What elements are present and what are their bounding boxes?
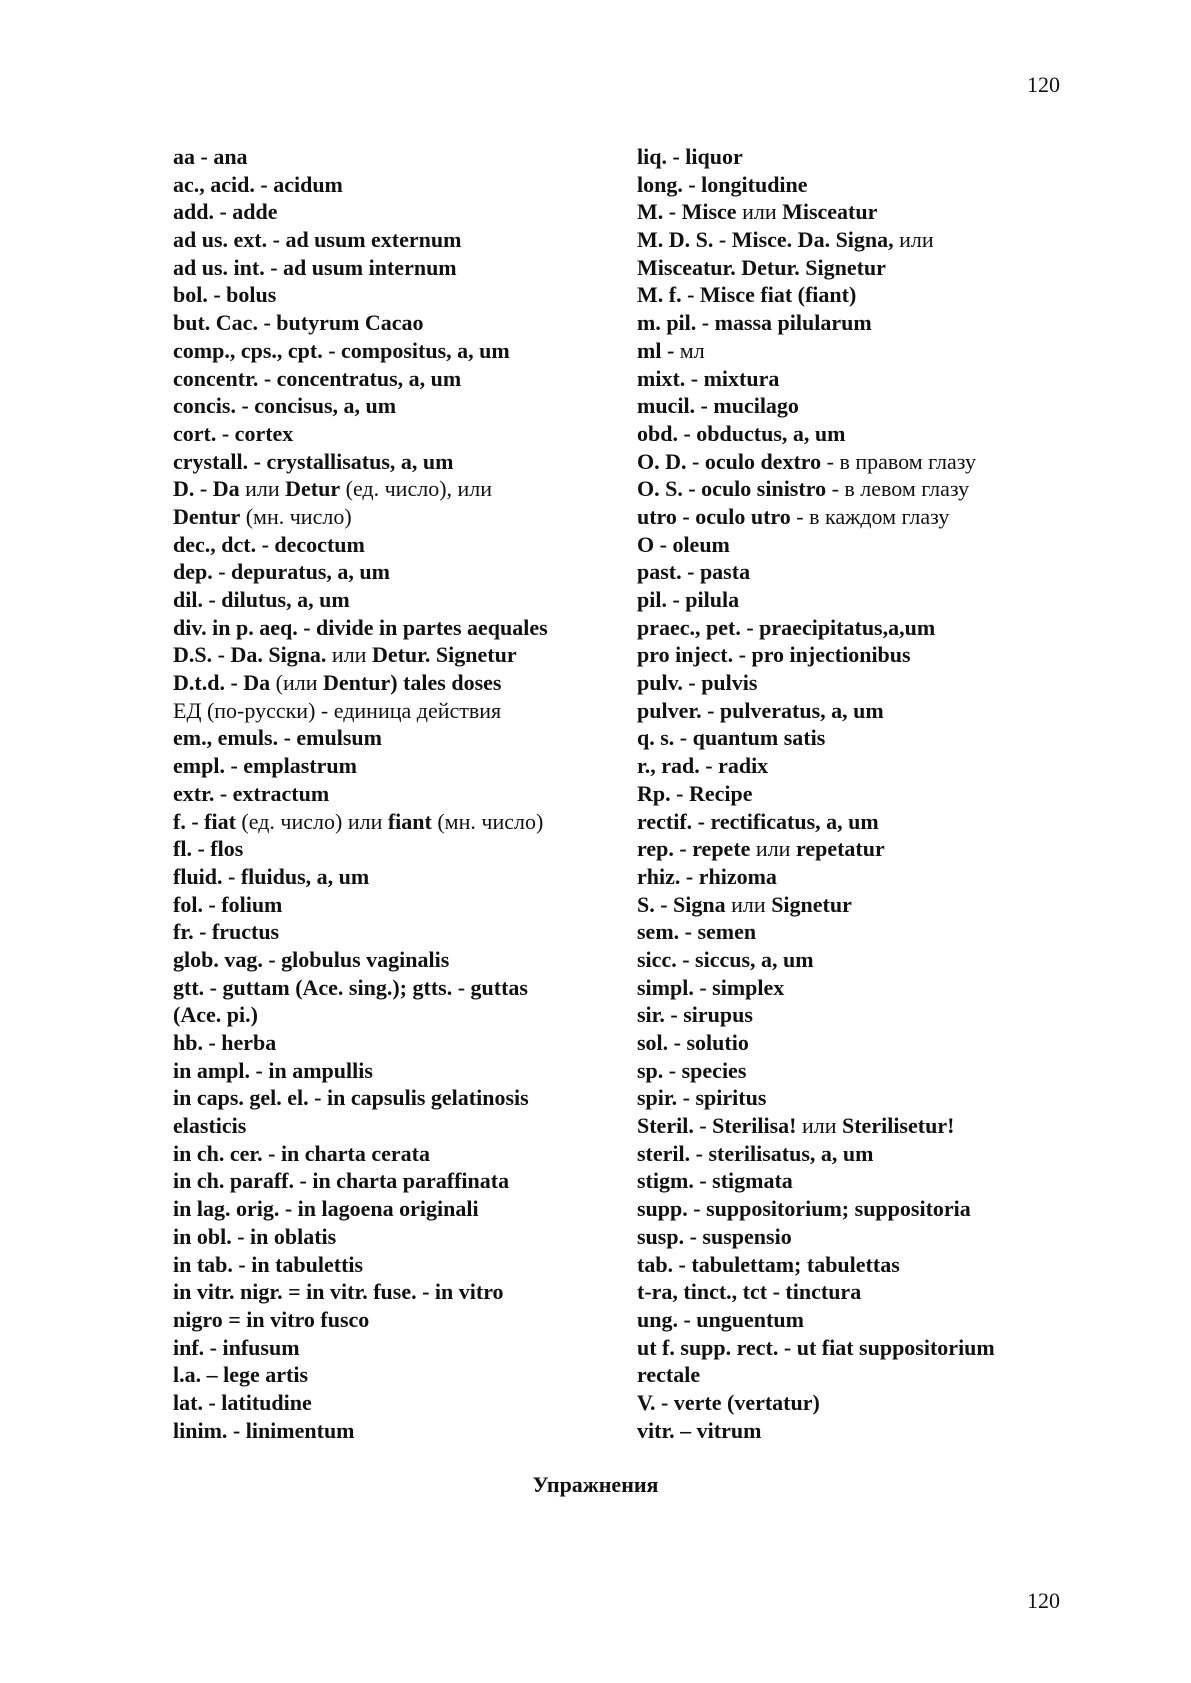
entry-latin: pro inject. - pro injectionibus xyxy=(637,642,911,668)
abbreviation-entry xyxy=(637,1057,1077,1085)
abbreviation-entry xyxy=(637,1389,1077,1417)
abbreviation-entry xyxy=(173,724,593,752)
abbreviation-entry xyxy=(173,1112,593,1140)
abbreviation-entry xyxy=(173,808,593,836)
entry-latin: rectif. - rectificatus, a, um xyxy=(637,808,879,834)
entry-latin: vitr. – vitrum xyxy=(637,1417,762,1443)
abbreviation-entry xyxy=(173,697,593,725)
entry-latin: in ch. paraff. - in charta paraffinata xyxy=(173,1168,510,1194)
entry-latin: div. in p. aeq. - divide in partes aequales xyxy=(173,614,548,640)
abbreviation-entry xyxy=(637,503,1077,531)
entry-latin: dec., dct. - decoctum xyxy=(173,531,365,557)
entry-latin: sir. - sirupus xyxy=(637,1002,753,1028)
abbreviation-entry xyxy=(173,1389,593,1417)
abbreviation-entry xyxy=(173,752,593,780)
entry-latin: Dentur) xyxy=(323,670,398,696)
entry-note: - в каждом глазу xyxy=(790,503,950,529)
abbreviation-entry xyxy=(637,1251,1077,1279)
entry-latin: elasticis xyxy=(173,1113,247,1139)
entry-latin: sol. - solutio xyxy=(637,1030,749,1055)
entry-latin: concentr. - concentratus, a, um xyxy=(173,365,462,391)
abbreviation-entry xyxy=(637,1361,1077,1389)
abbreviation-entry xyxy=(173,309,593,337)
entry-latin: O. S. - oculo sinistro xyxy=(637,476,827,502)
abbreviation-entry xyxy=(637,1334,1077,1362)
entry-latin: sem. - semen xyxy=(637,919,757,945)
abbreviation-entry xyxy=(173,1057,593,1085)
abbreviation-entry xyxy=(637,808,1077,836)
abbreviation-entry xyxy=(173,918,593,946)
abbreviation-entry xyxy=(637,143,1077,171)
entry-latin: mixt. - mixtura xyxy=(637,365,780,391)
entry-latin: in ch. cer. - in charta cerata xyxy=(173,1140,431,1166)
abbreviation-entry xyxy=(637,198,1077,226)
entry-latin: Misceatur xyxy=(782,199,878,225)
abbreviation-entry xyxy=(173,614,593,642)
entry-latin: susp. - suspensio xyxy=(637,1223,792,1249)
entry-latin: O - oleum xyxy=(637,531,730,557)
entry-latin: dep. - depuratus, a, um xyxy=(173,559,390,585)
abbreviation-entry xyxy=(173,863,593,891)
entry-latin: aa - ana xyxy=(173,144,248,169)
abbreviation-entry xyxy=(173,946,593,974)
abbreviation-entry xyxy=(173,1029,593,1057)
entry-latin: M. - Misce xyxy=(637,199,737,225)
abbreviation-entry xyxy=(637,1223,1077,1251)
abbreviation-entry xyxy=(173,1167,593,1195)
entry-latin: D.S. - Da. Signa. xyxy=(173,642,327,668)
entry-latin: M. D. S. - Misce. Da. Signa, xyxy=(637,227,894,253)
entry-latin: empl. - emplastrum xyxy=(173,753,357,779)
abbreviation-entry xyxy=(637,669,1077,697)
entry-latin: supp. - suppositorium; suppositoria xyxy=(637,1196,971,1222)
entry-note: (ед. число), xyxy=(340,476,458,502)
abbreviation-entry xyxy=(173,641,593,669)
abbreviation-entry xyxy=(173,365,593,393)
abbreviation-entry xyxy=(637,641,1077,669)
abbreviation-entry xyxy=(173,503,593,531)
entry-latin: ac., acid. - acidum xyxy=(173,171,343,197)
entry-latin: dil. - dilutus, a, um xyxy=(173,587,350,612)
entry-latin: Misceatur. Detur. Signetur xyxy=(637,254,886,280)
entry-latin: V. - verte (vertatur) xyxy=(637,1389,820,1415)
entry-latin: (Ace. pi.) xyxy=(173,1002,258,1028)
abbreviation-entry xyxy=(637,171,1077,199)
page-number-top: 120 xyxy=(1027,72,1060,97)
abbreviation-entry xyxy=(173,143,593,171)
abbreviation-entry xyxy=(173,835,593,863)
abbreviation-entry xyxy=(173,171,593,199)
abbreviation-entry xyxy=(637,1140,1077,1168)
abbreviation-entry xyxy=(637,614,1077,642)
abbreviation-entry xyxy=(173,780,593,808)
abbreviation-entry xyxy=(173,1140,593,1168)
entry-latin: ung. - unguentum xyxy=(637,1306,804,1332)
entry-latin: praec., pet. - praecipitatus,a,um xyxy=(637,614,936,640)
abbreviation-entry xyxy=(173,669,593,697)
abbreviation-list-right xyxy=(637,143,1077,1444)
abbreviation-entry xyxy=(173,448,593,476)
abbreviation-entry xyxy=(637,1001,1077,1029)
entry-latin: sicc. - siccus, a, um xyxy=(637,946,814,972)
abbreviation-entry xyxy=(637,891,1077,919)
abbreviation-entry xyxy=(637,475,1077,503)
entry-note: - в правом глазу xyxy=(821,448,977,474)
entry-latin: Sterilisetur! xyxy=(842,1113,955,1139)
entry-latin: fol. - folium xyxy=(173,891,283,917)
entry-latin: add. - adde xyxy=(173,199,278,225)
entry-latin: in tab. - in tabulettis xyxy=(173,1251,364,1277)
abbreviation-entry xyxy=(637,365,1077,393)
abbreviation-entry xyxy=(173,1334,593,1362)
entry-note: или xyxy=(239,476,286,502)
abbreviation-entry xyxy=(173,254,593,282)
abbreviation-entry xyxy=(637,1167,1077,1195)
entry-note: или xyxy=(725,891,772,917)
entry-latin: fiant xyxy=(387,808,432,834)
abbreviation-entry xyxy=(173,558,593,586)
entry-note: или xyxy=(457,476,493,502)
abbreviation-entry xyxy=(637,1278,1077,1306)
entry-note: или xyxy=(326,642,372,668)
entry-latin: obd. - obductus, a, um xyxy=(637,420,846,446)
abbreviation-entry xyxy=(173,226,593,254)
abbreviation-entry xyxy=(637,420,1077,448)
abbreviation-entry xyxy=(637,780,1077,808)
entry-latin: concis. - concisus, a, um xyxy=(173,393,397,419)
abbreviation-entry xyxy=(173,1223,593,1251)
abbreviation-entry xyxy=(637,752,1077,780)
entry-latin: r., rad. - radix xyxy=(637,753,769,779)
abbreviation-entry xyxy=(637,863,1077,891)
abbreviation-entry xyxy=(637,531,1077,559)
entry-latin: utro - oculo utro xyxy=(637,503,791,529)
entry-latin: D. - Da xyxy=(173,476,240,502)
entry-latin: sp. - species xyxy=(637,1057,747,1083)
entry-latin: t-ra, tinct., tct - tinctura xyxy=(637,1279,862,1305)
abbreviation-entry xyxy=(637,281,1077,309)
entry-latin: stigm. - stigmata xyxy=(637,1168,793,1194)
abbreviation-entry xyxy=(173,531,593,559)
abbreviation-entry xyxy=(173,1251,593,1279)
entry-note: (или xyxy=(270,670,324,696)
abbreviation-entry xyxy=(637,254,1077,282)
entry-note: - в левом глазу xyxy=(826,476,970,502)
entry-latin: long. - longitudine xyxy=(637,171,808,197)
abbreviation-entry xyxy=(637,946,1077,974)
entry-latin: spir. - spiritus xyxy=(637,1085,767,1111)
abbreviation-entry xyxy=(173,1306,593,1334)
abbreviation-entry xyxy=(173,586,593,614)
entry-latin: glob. vag. - globulus vaginalis xyxy=(173,946,450,972)
abbreviation-entry xyxy=(637,226,1077,254)
abbreviation-entry xyxy=(637,697,1077,725)
abbreviation-entry xyxy=(637,1029,1077,1057)
abbreviation-entry xyxy=(637,724,1077,752)
section-heading: Упражнения xyxy=(532,1472,659,1497)
entry-latin: pulv. - pulvis xyxy=(637,670,758,696)
abbreviation-entry xyxy=(173,1195,593,1223)
entry-latin: Detur. Signetur xyxy=(371,642,517,668)
abbreviation-entry xyxy=(173,392,593,420)
abbreviation-entry xyxy=(173,891,593,919)
entry-latin: fluid. - fluidus, a, um xyxy=(173,863,370,889)
entry-latin: liq. - liquor xyxy=(637,144,743,169)
entry-latin: fr. - fructus xyxy=(173,919,280,945)
entry-latin: rep. - repete xyxy=(637,836,751,862)
entry-latin: m. pil. - massa pilularum xyxy=(637,310,872,336)
entry-latin: but. Cac. - butyrum Cacao xyxy=(173,310,424,336)
entry-latin: O. D. - oculo dextro xyxy=(637,448,822,474)
entry-latin: in caps. gel. el. - in capsulis gelatinosis xyxy=(173,1085,529,1111)
entry-note: (мн. число) xyxy=(240,503,352,529)
entry-latin: Rp. - Recipe xyxy=(637,780,753,806)
entry-latin: S. - Signa xyxy=(637,891,726,917)
entry-latin: mucil. - mucilago xyxy=(637,393,799,419)
abbreviation-entry xyxy=(173,1084,593,1112)
entry-latin: gtt. - guttam (Ace. sing.); gtts. - guttas xyxy=(173,974,528,1000)
abbreviation-entry xyxy=(637,974,1077,1002)
entry-latin: Detur xyxy=(285,476,341,502)
entry-latin: linim. - linimentum xyxy=(173,1417,355,1443)
entry-note: или xyxy=(893,227,934,253)
abbreviation-entry xyxy=(173,198,593,226)
entry-note: или xyxy=(736,199,783,225)
abbreviation-entry xyxy=(173,475,593,503)
entry-latin: q. s. - quantum satis xyxy=(637,725,826,751)
page-number-bottom: 120 xyxy=(1027,1588,1060,1613)
entry-latin: past. - pasta xyxy=(637,559,751,585)
entry-latin: bol. - bolus xyxy=(173,282,277,308)
entry-latin: tales doses xyxy=(397,670,502,696)
abbreviation-entry xyxy=(637,586,1077,614)
abbreviation-entry xyxy=(637,392,1077,420)
entry-latin: tab. - tabulettam; tabulettas xyxy=(637,1251,900,1277)
abbreviation-entry xyxy=(637,1417,1077,1445)
abbreviation-list-left xyxy=(173,143,593,1444)
abbreviation-entry xyxy=(637,1195,1077,1223)
entry-latin: D.t.d. - Da xyxy=(173,670,271,696)
entry-latin: pulver. - pulveratus, a, um xyxy=(637,697,884,723)
entry-latin: in obl. - in oblatis xyxy=(173,1223,337,1249)
entry-note: (ед. число) или xyxy=(235,808,388,834)
entry-latin: ad us. ext. - ad usum externum xyxy=(173,227,462,253)
abbreviation-entry xyxy=(173,1417,593,1445)
entry-latin: M. f. - Misce fiat (fiant) xyxy=(637,282,857,308)
abbreviation-entry xyxy=(637,448,1077,476)
entry-latin: f. - fiat xyxy=(173,808,236,834)
entry-latin: ad us. int. - ad usum internum xyxy=(173,254,457,280)
entry-note: или xyxy=(750,836,796,862)
abbreviation-entry xyxy=(637,558,1077,586)
abbreviation-entry xyxy=(173,1361,593,1389)
entry-latin: in vitr. nigr. = in vitr. fuse. - in vitro xyxy=(173,1279,504,1305)
entry-latin: ml - xyxy=(637,337,680,363)
entry-latin: repetatur xyxy=(795,836,885,862)
abbreviation-entry xyxy=(637,1112,1077,1140)
entry-latin: Signetur xyxy=(771,891,852,917)
abbreviation-entry xyxy=(637,309,1077,337)
entry-latin: in ampl. - in ampullis xyxy=(173,1057,373,1083)
entry-latin: crystall. - crystallisatus, a, um xyxy=(173,448,454,474)
entry-latin: l.a. – lege artis xyxy=(173,1362,309,1388)
entry-latin: em., emuls. - emulsum xyxy=(173,725,382,751)
entry-latin: steril. - sterilisatus, a, um xyxy=(637,1140,874,1166)
entry-latin: lat. - latitudine xyxy=(173,1389,312,1415)
abbreviation-entry xyxy=(637,1084,1077,1112)
abbreviation-entry xyxy=(173,281,593,309)
entry-latin: comp., cps., cpt. - compositus, a, um xyxy=(173,337,510,363)
entry-note: мл xyxy=(679,337,705,363)
abbreviation-entry xyxy=(173,420,593,448)
entry-latin: rhiz. - rhizoma xyxy=(637,863,777,889)
entry-latin: simpl. - simplex xyxy=(637,974,785,1000)
entry-latin: Steril. - Sterilisa! xyxy=(637,1113,797,1139)
entry-latin: ut f. supp. rect. - ut fiat suppositorium xyxy=(637,1334,995,1360)
abbreviation-entry xyxy=(637,337,1077,365)
entry-latin: Dentur xyxy=(173,503,241,529)
entry-latin: nigro = in vitro fusco xyxy=(173,1306,370,1332)
abbreviation-entry xyxy=(173,1278,593,1306)
abbreviation-entry xyxy=(637,1306,1077,1334)
entry-note: или xyxy=(796,1113,842,1139)
entry-note: (мн. число) xyxy=(431,808,544,834)
entry-latin: cort. - cortex xyxy=(173,420,294,446)
entry-latin: fl. - flos xyxy=(173,836,244,862)
entry-note: ЕД (по-русски) - единица действия xyxy=(173,697,502,723)
entry-latin: extr. - extractum xyxy=(173,780,330,806)
abbreviation-entry xyxy=(637,918,1077,946)
entry-latin: in lag. orig. - in lagoena originali xyxy=(173,1196,479,1222)
abbreviation-entry xyxy=(173,974,593,1002)
abbreviation-entry xyxy=(637,835,1077,863)
entry-latin: rectale xyxy=(637,1362,701,1388)
entry-latin: pil. - pilula xyxy=(637,587,740,612)
entry-latin: hb. - herba xyxy=(173,1030,277,1055)
entry-latin: inf. - infusum xyxy=(173,1334,300,1360)
abbreviation-entry xyxy=(173,1001,593,1029)
abbreviation-entry xyxy=(173,337,593,365)
